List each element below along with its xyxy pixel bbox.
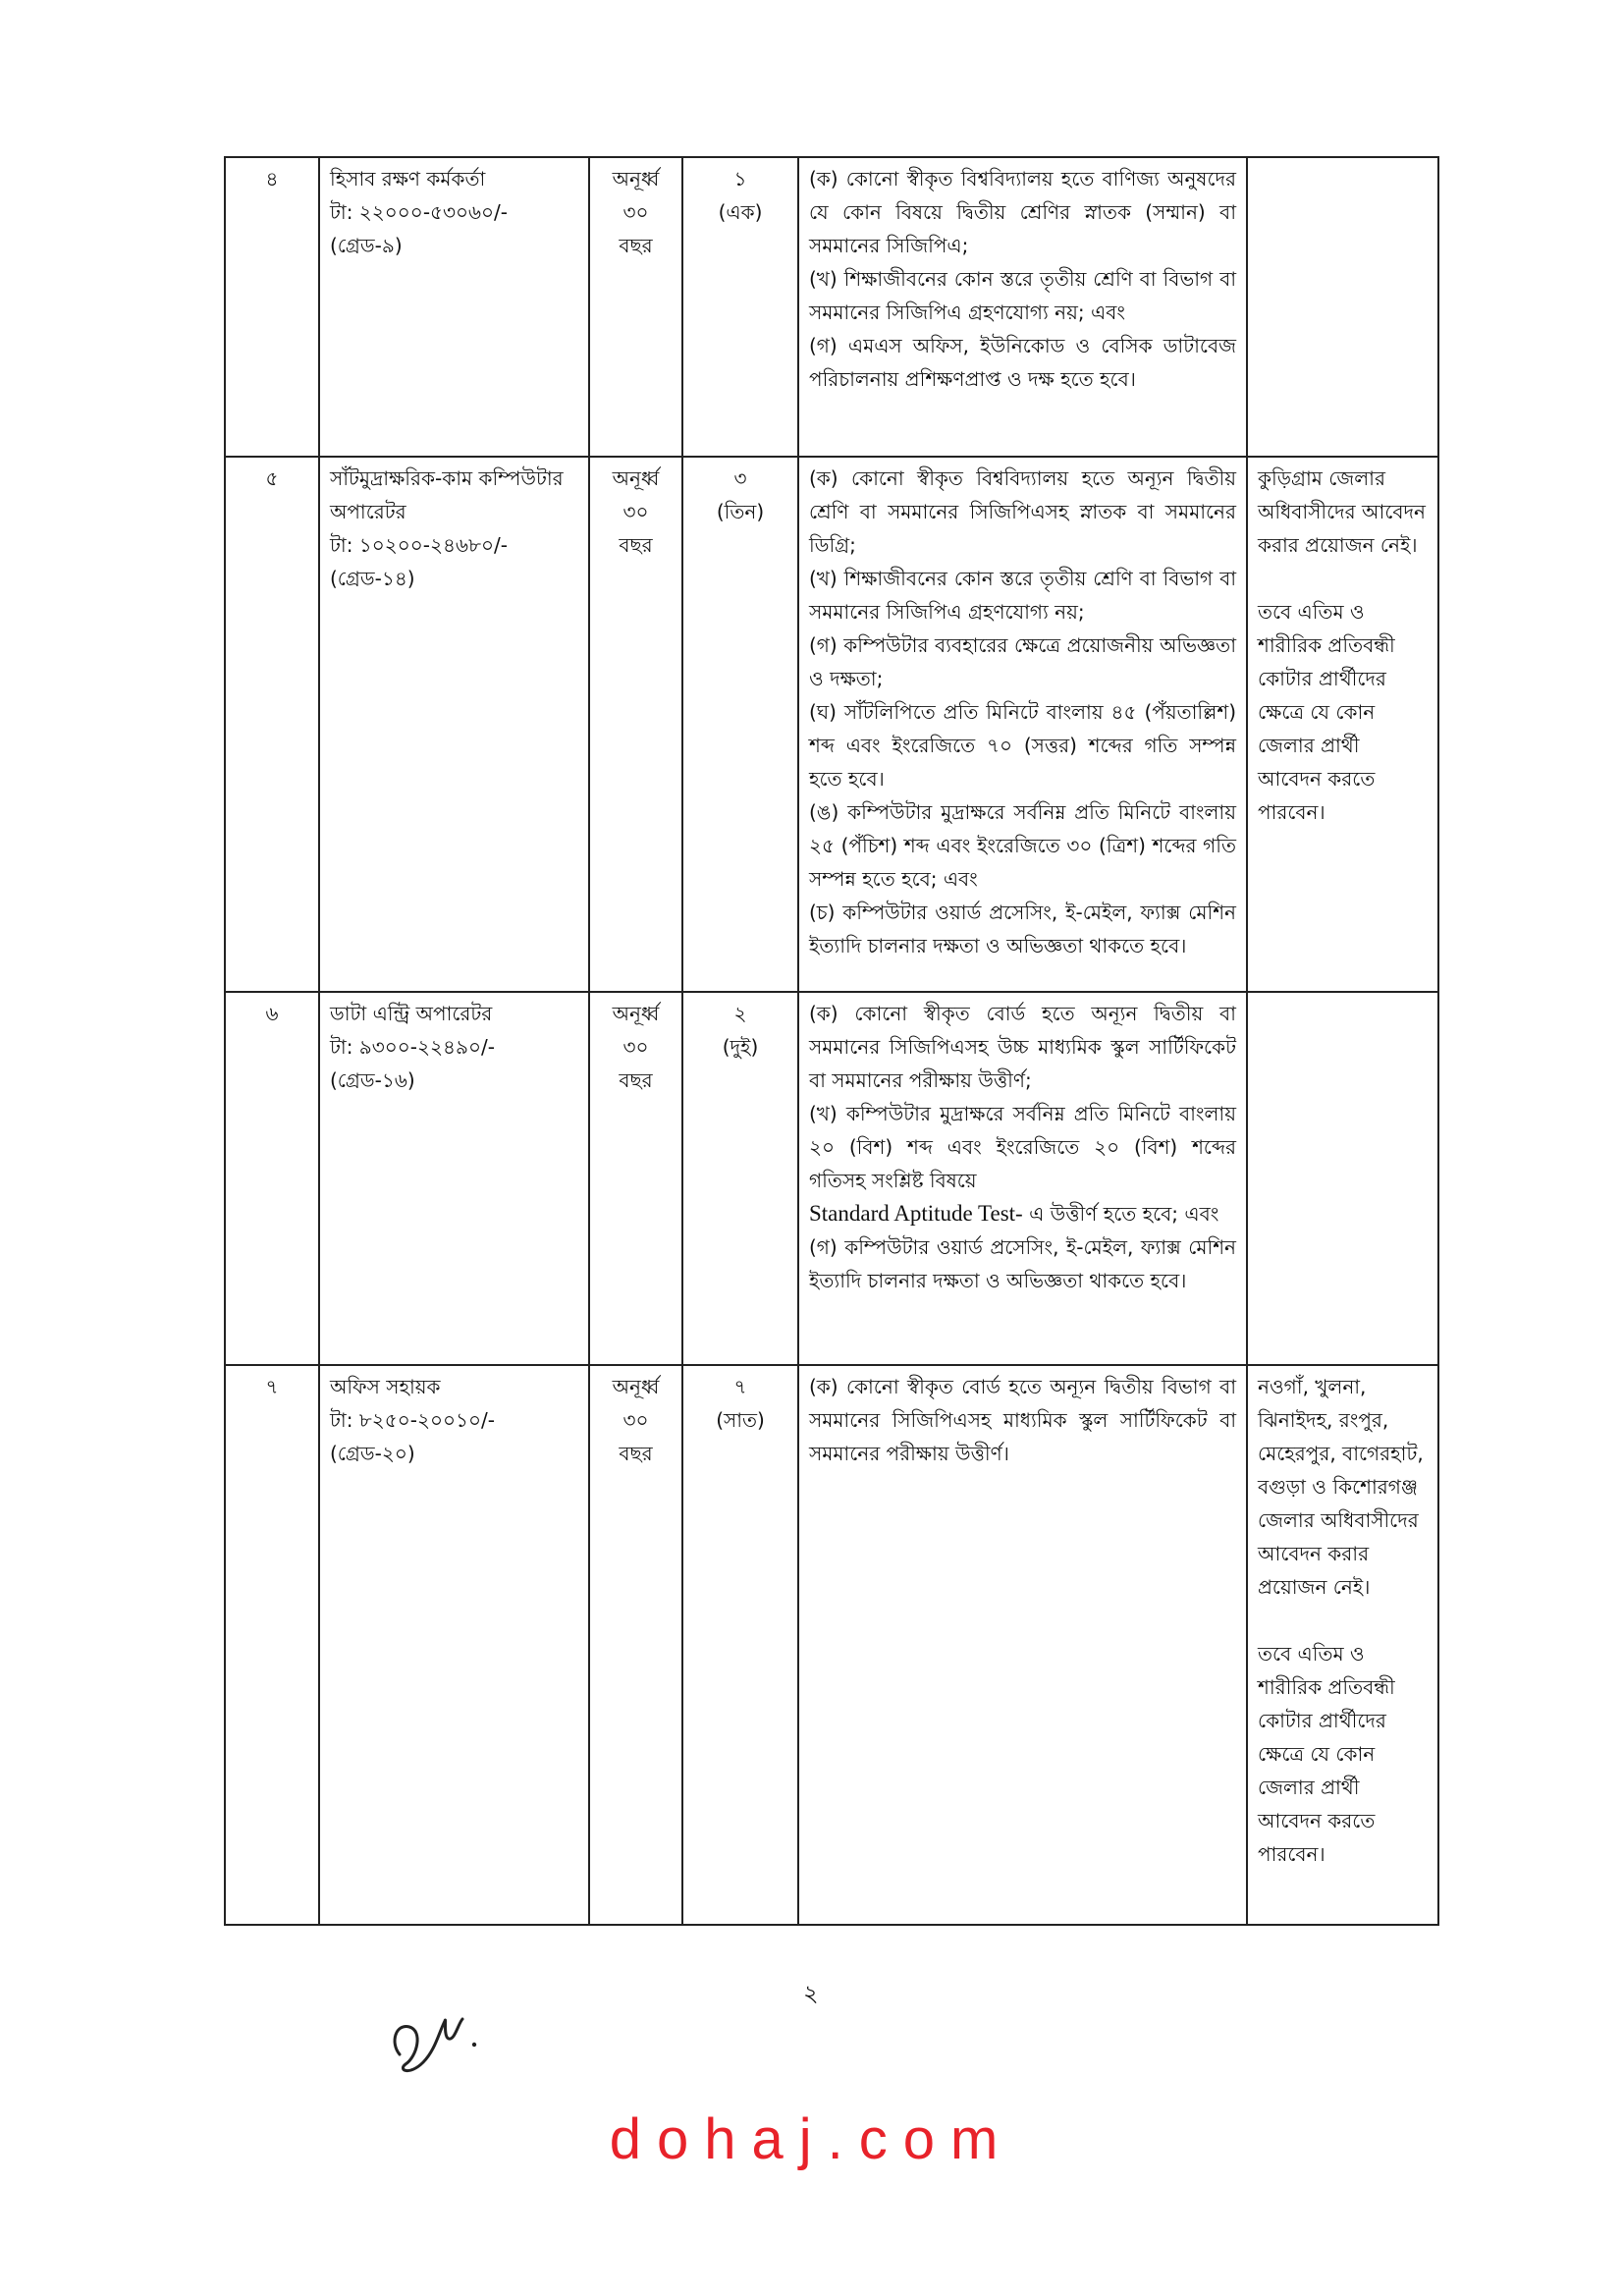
grade: (গ্রেড-২০) [330, 1442, 415, 1465]
pay-scale: টা: ১০২০০-২৪৬৮০/- [330, 533, 508, 557]
post-count-words: (দুই) [722, 1035, 759, 1059]
post-cell [319, 157, 589, 457]
post-title: হিসাব রক্ষণ কর্মকর্তা [330, 167, 486, 191]
post-count-words: (সাত) [716, 1408, 765, 1432]
age-limit-value: ৩০ [622, 1408, 649, 1432]
post-count: ৭ [733, 1375, 747, 1398]
qualification-item [809, 1197, 1236, 1230]
serial-cell: ৪ [225, 157, 319, 457]
post-cell [319, 992, 589, 1365]
qualification-item: (চ) কম্পিউটার ওয়ার্ড প্রসেসিং, ই-মেইল, ফ্যাক্স মেশিন ইত্যাদি চালনার দক্ষতা ও অভিজ্ঞতা থাকতে হবে। [809, 901, 1236, 957]
age-limit-value: ৩০ [622, 500, 649, 523]
post-cell [319, 457, 589, 992]
table-row [225, 992, 1438, 1365]
age-limit-unit: বছর [619, 533, 653, 557]
age-limit-label: অনূর্ধ্ব [612, 466, 660, 490]
grade: (গ্রেড-১৪) [330, 567, 415, 590]
remarks-cell [1247, 157, 1438, 457]
pay-scale: টা: ২২০০০-৫৩০৬০/- [330, 200, 508, 224]
qualification-item: (ঘ) সাঁটলিপিতে প্রতি মিনিটে বাংলায় ৪৫ (পঁয়তাল্লিশ) শব্দ এবং ইংরেজিতে ৭০ (সত্তর) শব্দের গতি সম্পন্ন হতে হবে। [809, 700, 1236, 791]
age-limit-unit: বছর [619, 234, 653, 257]
signature [388, 1994, 496, 2082]
age-limit-label: অনূর্ধ্ব [612, 1375, 660, 1398]
post-title: সাঁটমুদ্রাক্ষরিক-কাম কম্পিউটার অপারেটর [330, 466, 564, 523]
qualification-item: (খ) কম্পিউটার মুদ্রাক্ষরে সর্বনিম্ন প্রতি মিনিটে বাংলায় ২০ (বিশ) শব্দ এবং ইংরেজিতে ২০ (বিশ) শব্দের গতিসহ সংশ্লিষ্ট বিষয়ে [809, 1102, 1236, 1192]
age-limit-unit: বছর [619, 1068, 653, 1092]
qualification-item: (গ) এমএস অফিস, ইউনিকোড ও বেসিক ডাটাবেজ পরিচালনায় প্রশিক্ষণপ্রাপ্ত ও দক্ষ হতে হবে। [809, 334, 1236, 391]
qualification-item: (ক) কোনো স্বীকৃত বিশ্ববিদ্যালয় হতে বাণিজ্য অনুষদের যে কোন বিষয়ে দ্বিতীয় শ্রেণির স্নাতক (সম্মান) বা সমমানের সিজিপিএ; [809, 167, 1236, 257]
qualification-cell [798, 992, 1247, 1365]
post-count-words: (তিন) [716, 500, 765, 523]
remarks-text: তবে এতিম ও শারীরিক প্রতিবন্ধী কোটার প্রার্থীদের ক্ষেত্রে যে কোন জেলার প্রার্থী আবেদন করতে পারবেন। [1258, 1642, 1395, 1866]
grade: (গ্রেড-১৬) [330, 1068, 415, 1092]
post-count-cell [682, 992, 798, 1365]
age-cell [589, 992, 682, 1365]
remarks-gap [1258, 562, 1428, 595]
post-count-words: (এক) [718, 200, 763, 224]
table-row [225, 457, 1438, 992]
qualification-item: (খ) শিক্ষাজীবনের কোন স্তরে তৃতীয় শ্রেণি বা বিভাগ বা সমমানের সিজিপিএ গ্রহণযোগ্য নয়; এবং [809, 267, 1236, 324]
qualification-cell [798, 457, 1247, 992]
qualification-cell [798, 1365, 1247, 1925]
age-limit-value: ৩০ [622, 200, 649, 224]
qualification-cell [798, 157, 1247, 457]
recruitment-table [224, 156, 1439, 1926]
post-count-cell [682, 1365, 798, 1925]
post-count: ৩ [733, 466, 747, 490]
remarks-gap [1258, 1604, 1428, 1637]
pay-scale: টা: ৯৩০০-২২৪৯০/- [330, 1035, 495, 1059]
qualification-item: (খ) শিক্ষাজীবনের কোন স্তরে তৃতীয় শ্রেণি বা বিভাগ বা সমমানের সিজিপিএ গ্রহণযোগ্য নয়; [809, 567, 1236, 624]
age-cell [589, 457, 682, 992]
english-test-name: Standard Aptitude Test- [809, 1201, 1023, 1226]
remarks-cell [1247, 992, 1438, 1365]
post-count: ২ [733, 1002, 747, 1025]
page-number: ২ [803, 1980, 819, 2007]
post-cell [319, 1365, 589, 1925]
remarks-cell [1247, 1365, 1438, 1925]
serial-cell: ৫ [225, 457, 319, 992]
table-row [225, 1365, 1438, 1925]
remarks-text: নওগাঁ, খুলনা, ঝিনাইদহ, রংপুর, মেহেরপুর, বাগেরহাট, বগুড়া ও কিশোরগঞ্জ জেলার অধিবাসীদের আবেদন করার প্রয়োজন নেই। [1258, 1375, 1424, 1599]
age-limit-label: অনূর্ধ্ব [612, 167, 660, 191]
qualification-item: (ক) কোনো স্বীকৃত বোর্ড হতে অন্যূন দ্বিতীয় বা সমমানের সিজিপিএসহ উচ্চ মাধ্যমিক স্কুল সার্টিফিকেট বা সমমানের পরীক্ষায় উত্তীর্ণ; [809, 1002, 1236, 1092]
remarks-text: তবে এতিম ও শারীরিক প্রতিবন্ধী কোটার প্রার্থীদের ক্ষেত্রে যে কোন জেলার প্রার্থী আবেদন করতে পারবেন। [1258, 600, 1395, 824]
post-title: অফিস সহায়ক [330, 1375, 441, 1398]
age-limit-value: ৩০ [622, 1035, 649, 1059]
post-count: ১ [733, 167, 747, 191]
post-count-cell [682, 457, 798, 992]
qualification-item: (গ) কম্পিউটার ব্যবহারের ক্ষেত্রে প্রয়োজনীয় অভিজ্ঞতা ও দক্ষতা; [809, 633, 1236, 690]
post-title: ডাটা এন্ট্রি অপারেটর [330, 1002, 493, 1025]
watermark: dohaj.com [609, 2107, 1014, 2171]
qualification-item: (গ) কম্পিউটার ওয়ার্ড প্রসেসিং, ই-মেইল, ফ্যাক্স মেশিন ইত্যাদি চালনার দক্ষতা ও অভিজ্ঞতা থাকতে হবে। [809, 1235, 1236, 1292]
age-cell [589, 1365, 682, 1925]
qualification-item: (ঙ) কম্পিউটার মুদ্রাক্ষরে সর্বনিম্ন প্রতি মিনিটে বাংলায় ২৫ (পঁচিশ) শব্দ এবং ইংরেজিতে ৩০ (ত্রিশ) শব্দের গতি সম্পন্ন হতে হবে; এবং [809, 800, 1236, 891]
age-limit-label: অনূর্ধ্ব [612, 1002, 660, 1025]
remarks-text: কুড়িগ্রাম জেলার অধিবাসীদের আবেদন করার প্রয়োজন নেই। [1258, 466, 1426, 557]
serial-cell: ৭ [225, 1365, 319, 1925]
remarks-cell [1247, 457, 1438, 992]
qualification-item-tail: এ উত্তীর্ণ হতে হবে; এবং [1022, 1202, 1219, 1226]
grade: (গ্রেড-৯) [330, 234, 403, 257]
serial-cell: ৬ [225, 992, 319, 1365]
pay-scale: টা: ৮২৫০-২০০১০/- [330, 1408, 495, 1432]
age-cell [589, 157, 682, 457]
table-row [225, 157, 1438, 457]
qualification-item: (ক) কোনো স্বীকৃত বিশ্ববিদ্যালয় হতে অন্যূন দ্বিতীয় শ্রেণি বা সমমানের সিজিপিএসহ স্নাতক বা সমমানের ডিগ্রি; [809, 466, 1236, 557]
qualification-item: (ক) কোনো স্বীকৃত বোর্ড হতে অন্যূন দ্বিতীয় বিভাগ বা সমমানের সিজিপিএসহ মাধ্যমিক স্কুল সার্টিফিকেট বা সমমানের পরীক্ষায় উত্তীর্ণ। [809, 1375, 1236, 1465]
age-limit-unit: বছর [619, 1442, 653, 1465]
post-count-cell [682, 157, 798, 457]
